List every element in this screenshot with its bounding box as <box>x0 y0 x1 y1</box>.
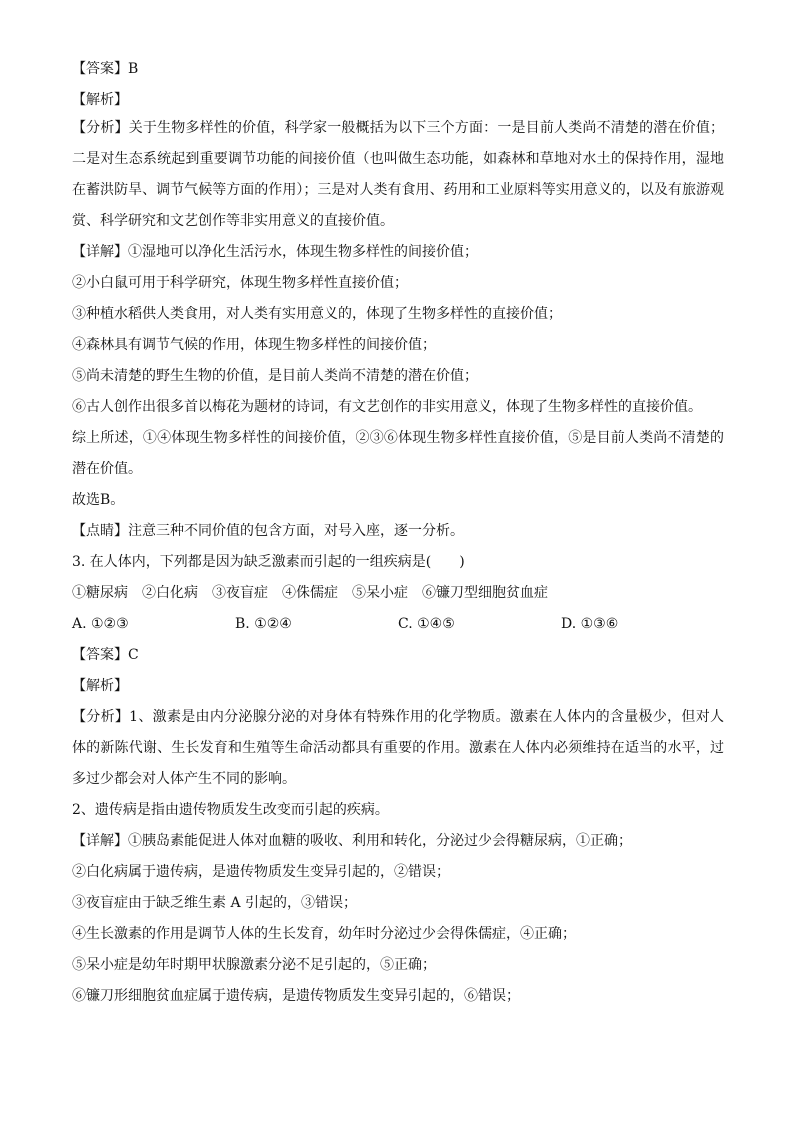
q2-fenxi: 【分析】关于生物多样性的价值，科学家一般概括为以下三个方面：一是目前人类尚不清楚的潜在价值；二是对生态系统起到重要调节功能的间接价值（也叫做生态功能，如森林和草地对水土的保持作用，湿地在蓄洪防旱、调节气候等方面的作用）；三是对人类有食用、药用和工业原料等实用意义的，以及有旅游观赏、科学研究和文艺创作等非实用意义的直接价值。 <box>72 120 724 229</box>
q3-genetic: 2、遗传病是指由遗传物质发生改变而引起的疾病。 <box>72 802 389 818</box>
q3-xiangjie-6: ⑥镰刀形细胞贫血症属于遗传病，是遗传物质发生变异引起的，⑥错误； <box>72 988 520 1004</box>
q3-options <box>72 609 724 640</box>
q3-xiangjie-3: ③夜盲症由于缺乏维生素 A 引起的，③错误； <box>72 895 358 911</box>
q3-xiangjie-5: ⑤呆小症是幼年时期甲状腺激素分泌不足引起的，⑤正确； <box>72 957 436 973</box>
q2-xiangjie-1: 【详解】①湿地可以净化生活污水，体现生物多样性的间接价值； <box>72 244 478 260</box>
q2-xiangjie-5: ⑤尚未清楚的野生生物的价值，是目前人类尚不清楚的潜在价值； <box>72 368 478 384</box>
q2-answer: 【答案】B <box>72 61 139 77</box>
q3-xiangjie-4: ④生长激素的作用是调节人体的生长发育，幼年时分泌过少会得侏儒症，④正确； <box>72 926 576 942</box>
q2-xiangjie-4: ④森林具有调节气候的作用，体现生物多样性的间接价值； <box>72 337 436 353</box>
q3-option-a: A. ①②③ <box>72 616 129 632</box>
q3-option-b: B. ①②④ <box>235 616 292 632</box>
q2-xiangjie-6: ⑥古人创作出很多首以梅花为题材的诗词，有文艺创作的非实用意义，体现了生物多样性的直接价值。 <box>72 399 702 415</box>
q2-xiangjie-2: ②小白鼠可用于科学研究，体现生物多样性直接价值； <box>72 275 408 291</box>
q2-summary: 综上所述，①④体现生物多样性的间接价值，②③⑥体现生物多样性直接价值，⑤是目前人类尚不清楚的潜在价值。 <box>72 430 724 477</box>
document-page <box>72 60 724 1012</box>
q3-answer: 【答案】C <box>72 647 139 663</box>
q2-xiangjie-3: ③种植水稻供人类食用，对人类有实用意义的，体现了生物多样性的直接价值； <box>72 306 562 322</box>
q2-dianjing: 【点睛】注意三种不同价值的包含方面，对号入座，逐一分析。 <box>72 523 464 539</box>
q3-analysis-heading: 【解析】 <box>72 678 128 694</box>
q3-option-d: D. ①③⑥ <box>561 616 619 632</box>
q2-choose: 故选B。 <box>72 492 125 508</box>
q3-option-c: C. ①④⑤ <box>398 616 455 632</box>
q3-xiangjie-2: ②白化病属于遗传病，是遗传物质发生变异引起的，②错误； <box>72 864 450 880</box>
q3-items: ①糖尿病 ②白化病 ③夜盲症 ④侏儒症 ⑤呆小症 ⑥镰刀型细胞贫血症 <box>72 585 548 601</box>
q2-analysis-heading: 【解析】 <box>72 92 128 108</box>
q3-stem: 3. 在人体内，下列都是因为缺乏激素而引起的一组疾病是( ) <box>72 554 465 570</box>
q3-xiangjie-1: 【详解】①胰岛素能促进人体对血糖的吸收、利用和转化，分泌过少会得糖尿病，①正确； <box>72 833 632 849</box>
q3-fenxi: 【分析】1、激素是由内分泌腺分泌的对身体有特殊作用的化学物质。激素在人体内的含量极少，但对人体的新陈代谢、生长发育和生殖等生命活动都具有重要的作用。激素在人体内必须维持在适当的水平，过多过少都会对人体产生不同的影响。 <box>72 709 724 787</box>
